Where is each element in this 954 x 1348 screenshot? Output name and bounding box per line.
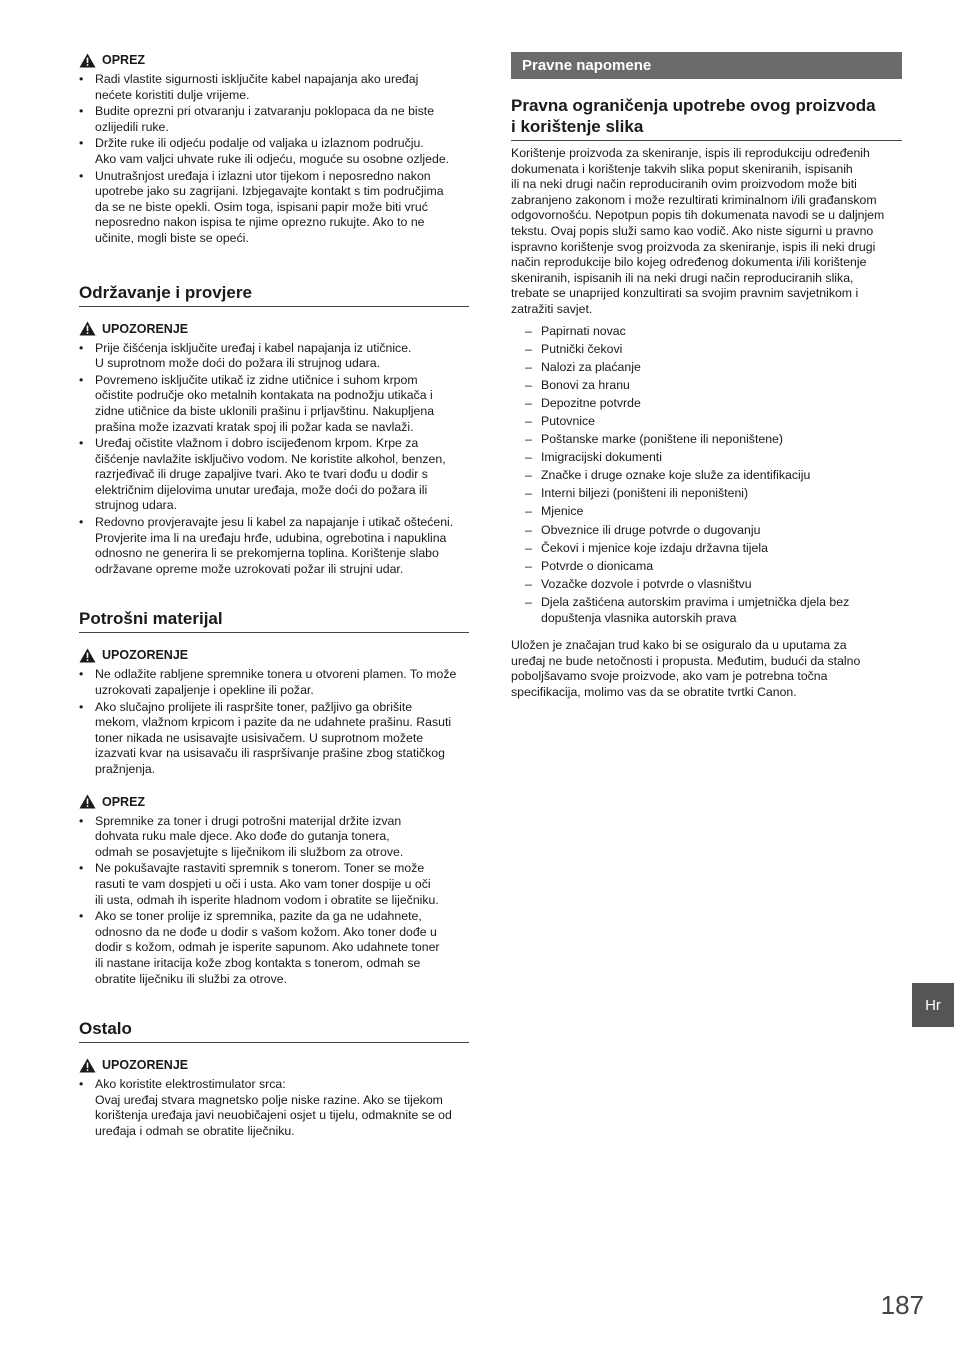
list-item: • Prije čišćenja isključite uređaj i kabel napajanja iz utičnice. U suprotnom može doći do požara ili strujnog udara. bbox=[79, 341, 469, 372]
warning-list bbox=[79, 667, 469, 777]
list-item: – Interni biljezi (poništeni ili neponišteni) bbox=[511, 486, 902, 502]
caution-label bbox=[79, 794, 469, 810]
list-item: – Imigracijski dokumenti bbox=[511, 450, 902, 466]
section-heading-maintenance: Održavanje i provjere bbox=[79, 282, 469, 307]
warning-label bbox=[79, 321, 469, 337]
warning-block-consumables bbox=[79, 647, 469, 777]
warning-triangle-icon bbox=[79, 794, 96, 809]
list-item: • Spremnike za toner i drugi potrošni materijal držite izvan dohvata ruku male djece. Ako dođe do gutanja tonera, odmah se posavjetujte s liječnikom ili službom za otrove. bbox=[79, 814, 469, 861]
warning-block-maintenance bbox=[79, 321, 469, 578]
caution-block-consumables bbox=[79, 794, 469, 988]
legal-closing: Uložen je značajan trud kako bi se osiguralo da u uputama za uređaj ne bude netočnosti i propusta. Međutim, budući da stalno poboljšavamo svoje proizvode, ako vam je potrebna točna specifikacija, molimo vas da se obratite tvrtki Canon. bbox=[511, 638, 861, 699]
section-banner: Pravne napomene bbox=[511, 52, 902, 79]
caution-label bbox=[79, 52, 469, 68]
legal-intro: Korištenje proizvoda za skeniranje, ispis ili reprodukciju određenih dokumenata i korištenje takvih slika poput skeniranih, ispisanih ili na neki drugi način reproduciranih ovim proizvodom može biti zabranjeno zakonom i može rezultirati kriminalnom i/ili građanskom odgovornošću. Nepotpun popis tih dokumenata navodi se u daljnjem tekstu. Ovaj popis služi samo kao vodič. Ako niste sigurni u pravno ispravno korištenje svog proizvoda za skeniranje, ispis ili neki drugi način reprodukcije bilo kojeg određenog dokumenta i/ili korištenje skeniranih, ispisanih ili na neki drugi način reproduciranih slika, trebate se unaprijed konzultirati sa svojim pravnim savjetnikom i zatražiti savjet. bbox=[511, 146, 885, 316]
caution-block-top bbox=[79, 52, 469, 247]
warning-label-text: UPOZORENJE bbox=[102, 648, 189, 663]
list-item: • Unutrašnjost uređaja i izlazni utor tijekom i neposredno nakon upotrebe jako su zagrijani. Izbjegavajte kontakt s tim područjima da se ne biste opekli. Osim toga, ispisani papir može biti vruć neposredno nakon ispisa te njime oprezno rukujte. Ako to ne učinite, mogli biste se opeći. bbox=[79, 169, 469, 247]
list-item: – Djela zaštićena autorskim pravima i umjetnička djela bez dopuštenja vlasnika autorskih prava bbox=[511, 595, 902, 626]
list-item: • Ako se toner prolije iz spremnika, pazite da ga ne udahnete, odnosno da ne dođe u dodir s vašom kožom. Ako toner dođe u dodir s kožom, odmah je isperite sapunom. Ako udahnete toner ili nastane iritacija kože zbog kontakta s tonerom, odmah se obratite liječniku ili službi za otrove. bbox=[79, 909, 469, 987]
list-item: – Čekovi i mjenice koje izdaju državna tijela bbox=[511, 541, 902, 557]
list-item: • Budite oprezni pri otvaranju i zatvaranju poklopaca da ne biste ozlijedili ruke. bbox=[79, 104, 469, 135]
restricted-documents-list bbox=[511, 324, 902, 627]
warning-label-text: UPOZORENJE bbox=[102, 321, 189, 336]
list-item: • Povremeno isključite utikač iz zidne utičnice i suhom krpom očistite područje oko metalnih kontakata na podnožju utikača i zidne utičnice da biste uklonili prašinu i prljavštinu. Nakupljena prašina može izazvati kratak spoj ili požar kada se navlaži. bbox=[79, 373, 469, 435]
list-item: – Depozitne potvrde bbox=[511, 396, 902, 412]
warning-block-other bbox=[79, 1057, 469, 1139]
list-item: – Vozačke dozvole i potvrde o vlasništvu bbox=[511, 577, 902, 593]
list-item: • Redovno provjeravajte jesu li kabel za napajanje i utikač oštećeni. Provjerite ima li na uređaju hrđe, udubina, ogrebotina i napuklina odnosno ne generira li se prekomjerna toplina. Korištenje slabo održavane opreme može uzrokovati požar ili strujni udar. bbox=[79, 515, 469, 577]
list-item: – Nalozi za plaćanje bbox=[511, 360, 902, 376]
warning-label bbox=[79, 1057, 469, 1073]
caution-list bbox=[79, 72, 469, 247]
list-item: • Ako koristite elektrostimulator srca: Ovaj uređaj stvara magnetsko polje niske razine. Ako se tijekom korištenja uređaja javi neuobičajeni osjet u tijelu, odmaknite se od uređaja i odmah se obratite liječniku. bbox=[79, 1077, 469, 1139]
list-item: • Držite ruke ili odjeću podalje od valjaka u izlaznom području. Ako vam valjci uhvate ruke ili odjeću, moguće su osobne ozljede. bbox=[79, 136, 469, 167]
warning-label-text: UPOZORENJE bbox=[102, 1058, 189, 1073]
warning-list bbox=[79, 1077, 469, 1139]
list-item: – Bonovi za hranu bbox=[511, 378, 902, 394]
language-tab[interactable]: Hr bbox=[912, 983, 954, 1027]
right-column bbox=[511, 52, 902, 701]
warning-label bbox=[79, 647, 469, 663]
list-item: • Uređaj očistite vlažnom i dobro iscijeđenom krpom. Krpe za čišćenje navlažite isključivo vodom. Ne koristite alkohol, benzen, razrjeđivač ili druge zapaljive tvari. Ako te tvari dođu u dodir s električnim dijelovima unutar uređaja, može doći do požara ili strujnog udara. bbox=[79, 436, 469, 514]
list-item: – Putnički čekovi bbox=[511, 342, 902, 358]
legal-heading: Pravna ograničenja upotrebe ovog proizvoda i korištenje slika bbox=[511, 95, 902, 141]
list-item: • Radi vlastite sigurnosti isključite kabel napajanja ako uređaj nećete koristiti dulje vrijeme. bbox=[79, 72, 469, 103]
warning-triangle-icon bbox=[79, 321, 96, 336]
list-item: – Potvrde o dionicama bbox=[511, 559, 902, 575]
caution-label-text: OPREZ bbox=[102, 794, 146, 809]
list-item: – Papirnati novac bbox=[511, 324, 902, 340]
list-item: • Ne odlažite rabljene spremnike tonera u otvoreni plamen. To može uzrokovati zapaljenje i opekline ili požar. bbox=[79, 667, 469, 698]
list-item: • Ako slučajno prolijete ili raspršite toner, pažljivo ga obrišite mekom, vlažnom krpicom i pazite da ne udahnete prašinu. Rasuti toner nikada ne usisavajte usisivačem. U suprotnom možete izazvati kvar na usisavaču ili raspršivanje prašine zbog statičkog pražnjenja. bbox=[79, 700, 469, 778]
left-column bbox=[79, 52, 469, 1141]
caution-label-text: OPREZ bbox=[102, 53, 146, 67]
section-heading-other: Ostalo bbox=[79, 1018, 469, 1043]
list-item: – Putovnice bbox=[511, 414, 902, 430]
section-heading-consumables: Potrošni materijal bbox=[79, 608, 469, 633]
warning-list bbox=[79, 341, 469, 578]
list-item: – Mjenice bbox=[511, 504, 902, 520]
warning-triangle-icon bbox=[79, 53, 96, 68]
list-item: • Ne pokušavajte rastaviti spremnik s tonerom. Toner se može rasuti te vam dospjeti u oči i usta. Ako vam toner dospije u oči ili usta, odmah ih isperite hladnom vodom i obratite se liječniku. bbox=[79, 861, 469, 908]
page-number: 187 bbox=[880, 1290, 924, 1320]
list-item: – Značke i druge oznake koje služe za identifikaciju bbox=[511, 468, 902, 484]
warning-triangle-icon bbox=[79, 648, 96, 663]
caution-list bbox=[79, 814, 469, 988]
list-item: – Poštanske marke (poništene ili neponištene) bbox=[511, 432, 902, 448]
warning-triangle-icon bbox=[79, 1058, 96, 1073]
list-item: – Obveznice ili druge potvrde o dugovanju bbox=[511, 523, 902, 539]
